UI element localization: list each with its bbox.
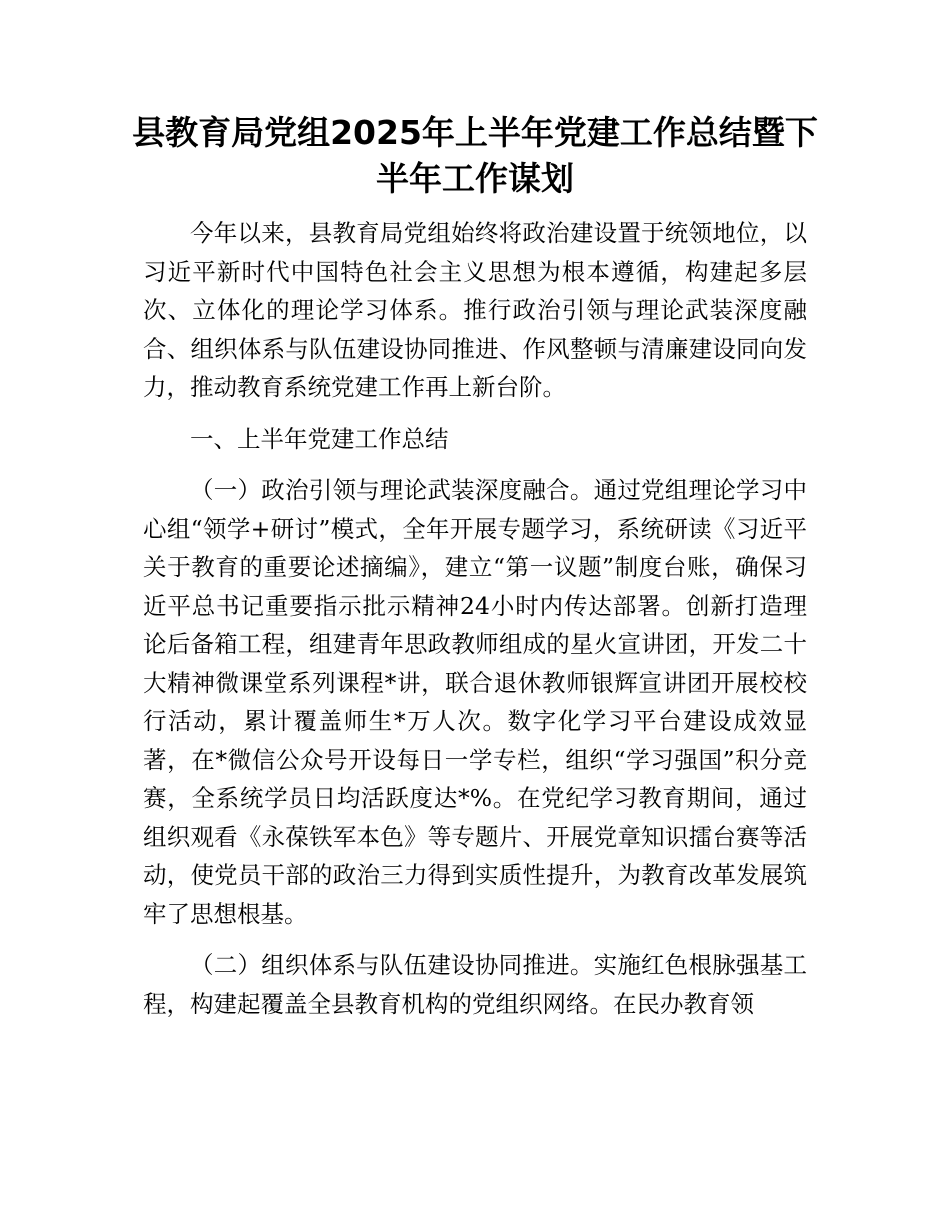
- intro-paragraph: 今年以来，县教育局党组始终将政治建设置于统领地位，以习近平新时代中国特色社会主义思想为根本遵循，构建起多层次、立体化的理论学习体系。推行政治引领与理论武装深度融合、组织体系与队伍建设协同推进、作风整顿与清廉建设同向发力，推动教育系统党建工作再上新台阶。: [143, 219, 807, 401]
- subsection-paragraph-1: （一）政治引领与理论武装深度融合。通过党组理论学习中心组“领学+研讨”模式，全年开展专题学习，系统研读《习近平关于教育的重要论述摘编》，建立“第一议题”制度台账，确保习近平总书记重要指示批示精神24小时内传达部署。创新打造理论后备箱工程，组建青年思政教师组成的星火宣讲团，开发二十大精神微课堂系列课程*讲，联合退休教师银辉宣讲团开展校校行活动，累计覆盖师生*万人次。数字化学习平台建设成效显著，在*微信公众号开设每日一学专栏，组织“学习强国”积分竞赛，全系统学员日均活跃度达*%。在党纪学习教育期间，通过组织观看《永葆铁军本色》等专题片、开展党章知识擂台赛等活动，使党员干部的政治三力得到实质性提升，为教育改革发展筑牢了思想根基。: [143, 476, 807, 928]
- section-heading: 一、上半年党建工作总结: [190, 424, 449, 453]
- document-body: [143, 214, 807, 1036]
- document-title: 县教育局党组2025年上半年党建工作总结暨下半年工作谋划: [132, 113, 818, 198]
- subsection-paragraph-2: （二）组织体系与队伍建设协同推进。实施红色根脉强基工程，构建起覆盖全县教育机构的党组织网络。在民办教育领: [143, 951, 807, 1018]
